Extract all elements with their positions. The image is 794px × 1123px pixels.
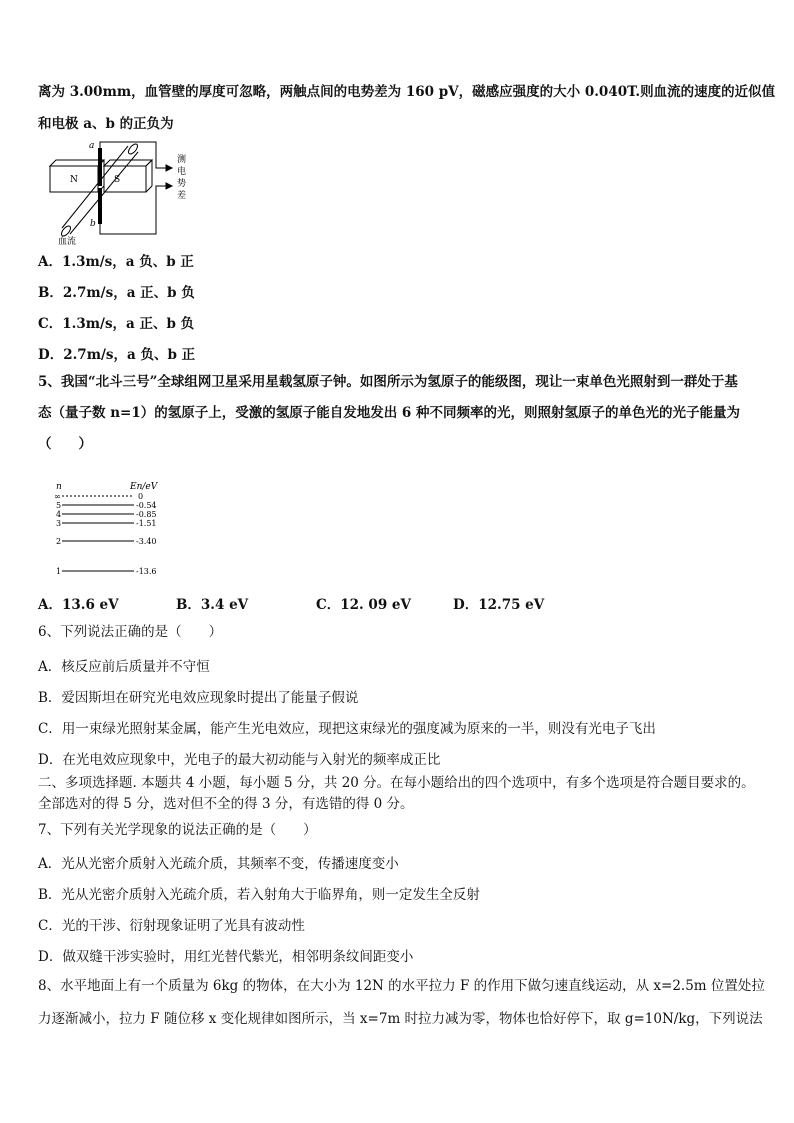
e-header: En/eV	[130, 482, 158, 492]
q5-options-row	[0, 593, 794, 611]
level-e-3: -1.51	[136, 519, 157, 528]
electrode-a	[98, 148, 102, 186]
q6-option-a[interactable]: A．核反应前后质量并不守恒	[38, 659, 210, 675]
section2-line1: 二、多项选择题. 本题共 4 小题，每小题 5 分，共 20 分。在每小题给出的四个选项中，有多个选项是符合题目要求的。	[38, 775, 755, 791]
q5-option-c[interactable]: C．12. 09 eV	[316, 597, 411, 613]
q5-option-d[interactable]: D．12.75 eV	[453, 597, 545, 613]
q8-stem-line1: 8、水平地面上有一个质量为 6kg 的物体，在大小为 12N 的水平拉力 F 的作用下做匀速直线运动，从 x=2.5m 位置处拉	[38, 978, 765, 994]
q5-option-b[interactable]: B．3.4 eV	[176, 597, 249, 613]
blood-flow-figure	[40, 138, 210, 248]
label-s: S	[114, 175, 121, 185]
energy-level-diagram	[50, 478, 190, 582]
label-b: b	[90, 219, 96, 229]
q7-option-a[interactable]: A．光从光密介质射入光疏介质，其频率不变，传播速度变小	[38, 856, 399, 872]
q5-option-a[interactable]: A．13.6 eV	[38, 597, 119, 613]
electrode-b	[98, 188, 102, 224]
level-e-1: -13.6	[136, 567, 157, 576]
label-n: N	[70, 175, 78, 185]
q4-stem-line2: 和电极 a、b 的正负为	[38, 116, 174, 132]
level-n-4: 4	[56, 510, 62, 519]
q4-option-a[interactable]: A．1.3m/s，a 负、b 正	[38, 254, 194, 270]
q7-stem: 7、下列有关光学现象的说法正确的是（ ）	[38, 822, 317, 838]
q4-option-d[interactable]: D．2.7m/s，a 负、b 正	[38, 347, 196, 363]
q4-option-b[interactable]: B．2.7m/s，a 正、b 负	[38, 285, 195, 301]
q4-stem-line1: 离为 3.00mm，血管壁的厚度可忽略，两触点间的电势差为 160 pV，磁感应强度的大小 0.040T.则血流的速度的近似值	[38, 84, 776, 100]
level-n-1: 1	[56, 567, 62, 576]
label-measure-2: 电	[177, 167, 187, 177]
q5-stem-line2: 态（量子数 n=1）的氢原子上，受激的氢原子能自发地发出 6 种不同频率的光，则照射氢原子的单色光的光子能量为	[38, 405, 741, 421]
q7-option-b[interactable]: B．光从光密介质射入光疏介质，若入射角大于临界角，则一定发生全反射	[38, 887, 480, 903]
level-e-inf: 0	[138, 492, 144, 501]
level-n-inf: ∞	[54, 492, 61, 501]
level-n-2: 2	[56, 537, 62, 546]
level-e-4: -0.85	[136, 510, 157, 519]
q7-option-d[interactable]: D．做双缝干涉实验时，用红光替代紫光，相邻明条纹间距变小	[38, 949, 414, 965]
q6-option-d[interactable]: D．在光电效应现象中，光电子的最大初动能与入射光的频率成正比	[38, 752, 441, 768]
q6-option-c[interactable]: C．用一束绿光照射某金属，能产生光电效应，现把这束绿光的强度减为原来的一半，则没有光电子飞出	[38, 721, 656, 737]
label-a: a	[89, 141, 95, 151]
q6-stem: 6、下列说法正确的是（ ）	[38, 624, 223, 640]
label-measure-4: 差	[177, 191, 187, 201]
section2-line2: 全部选对的得 5 分，选对但不全的得 3 分，有选错的得 0 分。	[38, 796, 414, 812]
q5-stem-line3: （ ）	[38, 436, 92, 452]
q8-stem-line2: 力逐渐减小，拉力 F 随位移 x 变化规律如图所示，当 x=7m 时拉力减为零，物体也恰好停下，取 g=10N/kg，下列说法	[38, 1011, 763, 1027]
label-flow: 血流	[58, 237, 77, 247]
level-e-2: -3.40	[136, 537, 157, 546]
n-header: n	[56, 482, 62, 492]
label-measure-3: 势	[177, 179, 187, 189]
q4-option-c[interactable]: C．1.3m/s，a 正、b 负	[38, 316, 195, 332]
q7-option-c[interactable]: C．光的干涉、衍射现象证明了光具有波动性	[38, 918, 305, 934]
level-n-3: 3	[56, 519, 62, 528]
level-n-5: 5	[56, 501, 62, 510]
level-e-5: -0.54	[136, 501, 157, 510]
q6-option-b[interactable]: B．爱因斯坦在研究光电效应现象时提出了能量子假说	[38, 690, 359, 706]
q5-stem-line1: 5、我国“北斗三号”全球组网卫星采用星载氢原子钟。如图所示为氢原子的能级图，现让一束单色光照射到一群处于基	[38, 374, 738, 390]
label-measure-1: 测	[177, 155, 187, 165]
